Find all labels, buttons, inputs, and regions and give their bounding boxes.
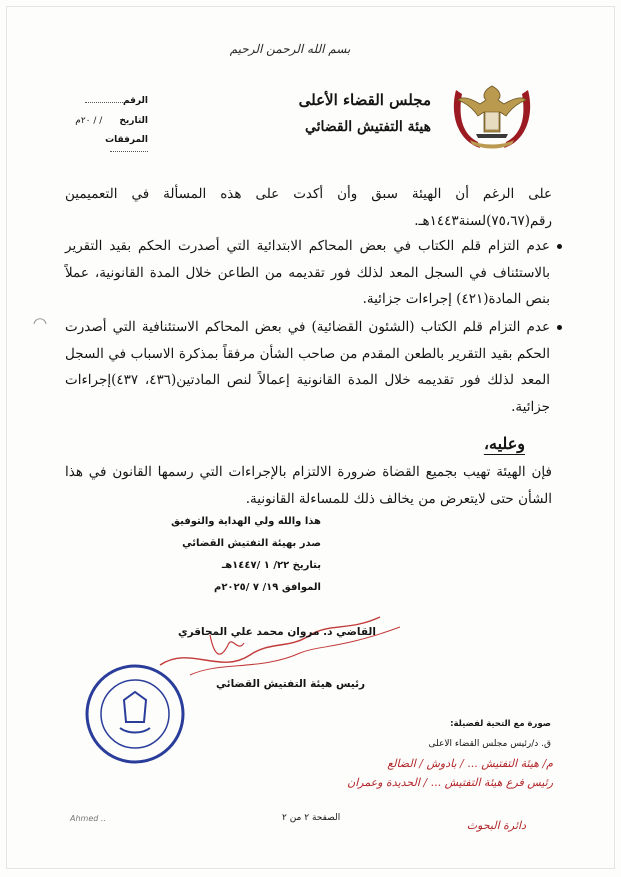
bullet-item: [65, 233, 550, 313]
footer-handwritten-note: دائرة البحوث: [466, 819, 526, 832]
field-date: [68, 116, 148, 126]
bullet-text: عدم التزام قلم الكتاب (الشئون القضائية) في بعض المحاكم الاستئنافية التي أصدرت الحكم بقيد التقرير بالطعن المقدم من صاحب الشأن مرفقاً بمذكرة الاسباب في السجل المعد لذلك فور تقديمه خلال المدة القانونية إعمالاً لنص المادتين(٤٣٦، ٤٣٧)إجراءات جزائية.: [65, 319, 550, 415]
org-name: مجلس القضاء الأعلى: [298, 91, 431, 109]
yemen-emblem-icon: [450, 82, 534, 152]
field-attachments-label: المرفقات: [105, 135, 148, 145]
bullet-dot-icon: [557, 325, 562, 330]
issuance-line: هذا والله ولي الهداية والتوفيق: [171, 516, 321, 527]
signer-title: رئيس هيئة التفتيش القضائي: [216, 678, 366, 690]
field-number-label: الرقم: [122, 96, 148, 106]
basmala: بسم الله الرحمن الرحيم: [229, 42, 351, 56]
official-seal-icon: [80, 660, 190, 768]
closing-paragraph: فإن الهيئة تهيب بجميع القضاة ضرورة الالتزام بالإجراءات التي رسمها القانون في هذا الشأن حتى لايتعرض من يخالف ذلك للمساءلة القانونية.: [65, 464, 552, 507]
bullet-dot-icon: [557, 244, 562, 249]
issuance-date-gregorian: الموافق ١٩/ ٧ /٢٠٢٥م: [213, 582, 321, 593]
bullet-text: عدم التزام قلم الكتاب في بعض المحاكم الابتدائية التي أصدرت الحكم بقيد التقرير بالاستئناف في السجل المعد لذلك فور تقديمه من الطاعن خلال المدة القانونية، عملاً بنص المادة(٤٢١) إجراءات جزائية.: [65, 238, 550, 307]
field-attachments: [68, 135, 148, 155]
issuance-date-hijri: بتاريخ ٢٢/ ١ /١٤٤٧هـ: [221, 560, 321, 571]
handwritten-copy-recipient: رئيس فرع هيئة التفتيش ... / الحديدة وعمران: [347, 776, 553, 789]
issuance-line: صدر بهيئة التفتيش القضائي: [182, 538, 321, 549]
bullet-item: [65, 314, 550, 420]
field-date-label: التاريخ: [119, 116, 148, 126]
signer-name: القاضي د. مروان محمد علي المحاقري: [178, 626, 376, 638]
issuance-block: [171, 511, 321, 599]
org-unit: هيئة التفتيش القضائي: [304, 119, 431, 135]
copies-heading: صورة مع التحية لفضيلة:: [450, 719, 551, 729]
punch-hole-mark: [33, 315, 47, 325]
section-heading: وعليه،: [483, 434, 525, 453]
copy-recipient: ق. د/رئيس مجلس القضاء الاعلى: [428, 739, 551, 749]
field-date-value: / / ٢٠م: [75, 116, 103, 126]
footer-code: Ahmed ..: [70, 814, 106, 823]
intro-paragraph: على الرغم أن الهيئة سبق وأن أكدت على هذه المسألة في التعميمين رقم(٧٥،٦٧)لسنة١٤٤٣هـ.: [65, 186, 552, 229]
page-number: الصفحة ٢ من ٢: [282, 813, 341, 823]
field-number: [68, 96, 148, 106]
handwritten-copy-recipient: م/ هيئة التفتيش ... / بادوش / الضالع: [387, 757, 553, 770]
